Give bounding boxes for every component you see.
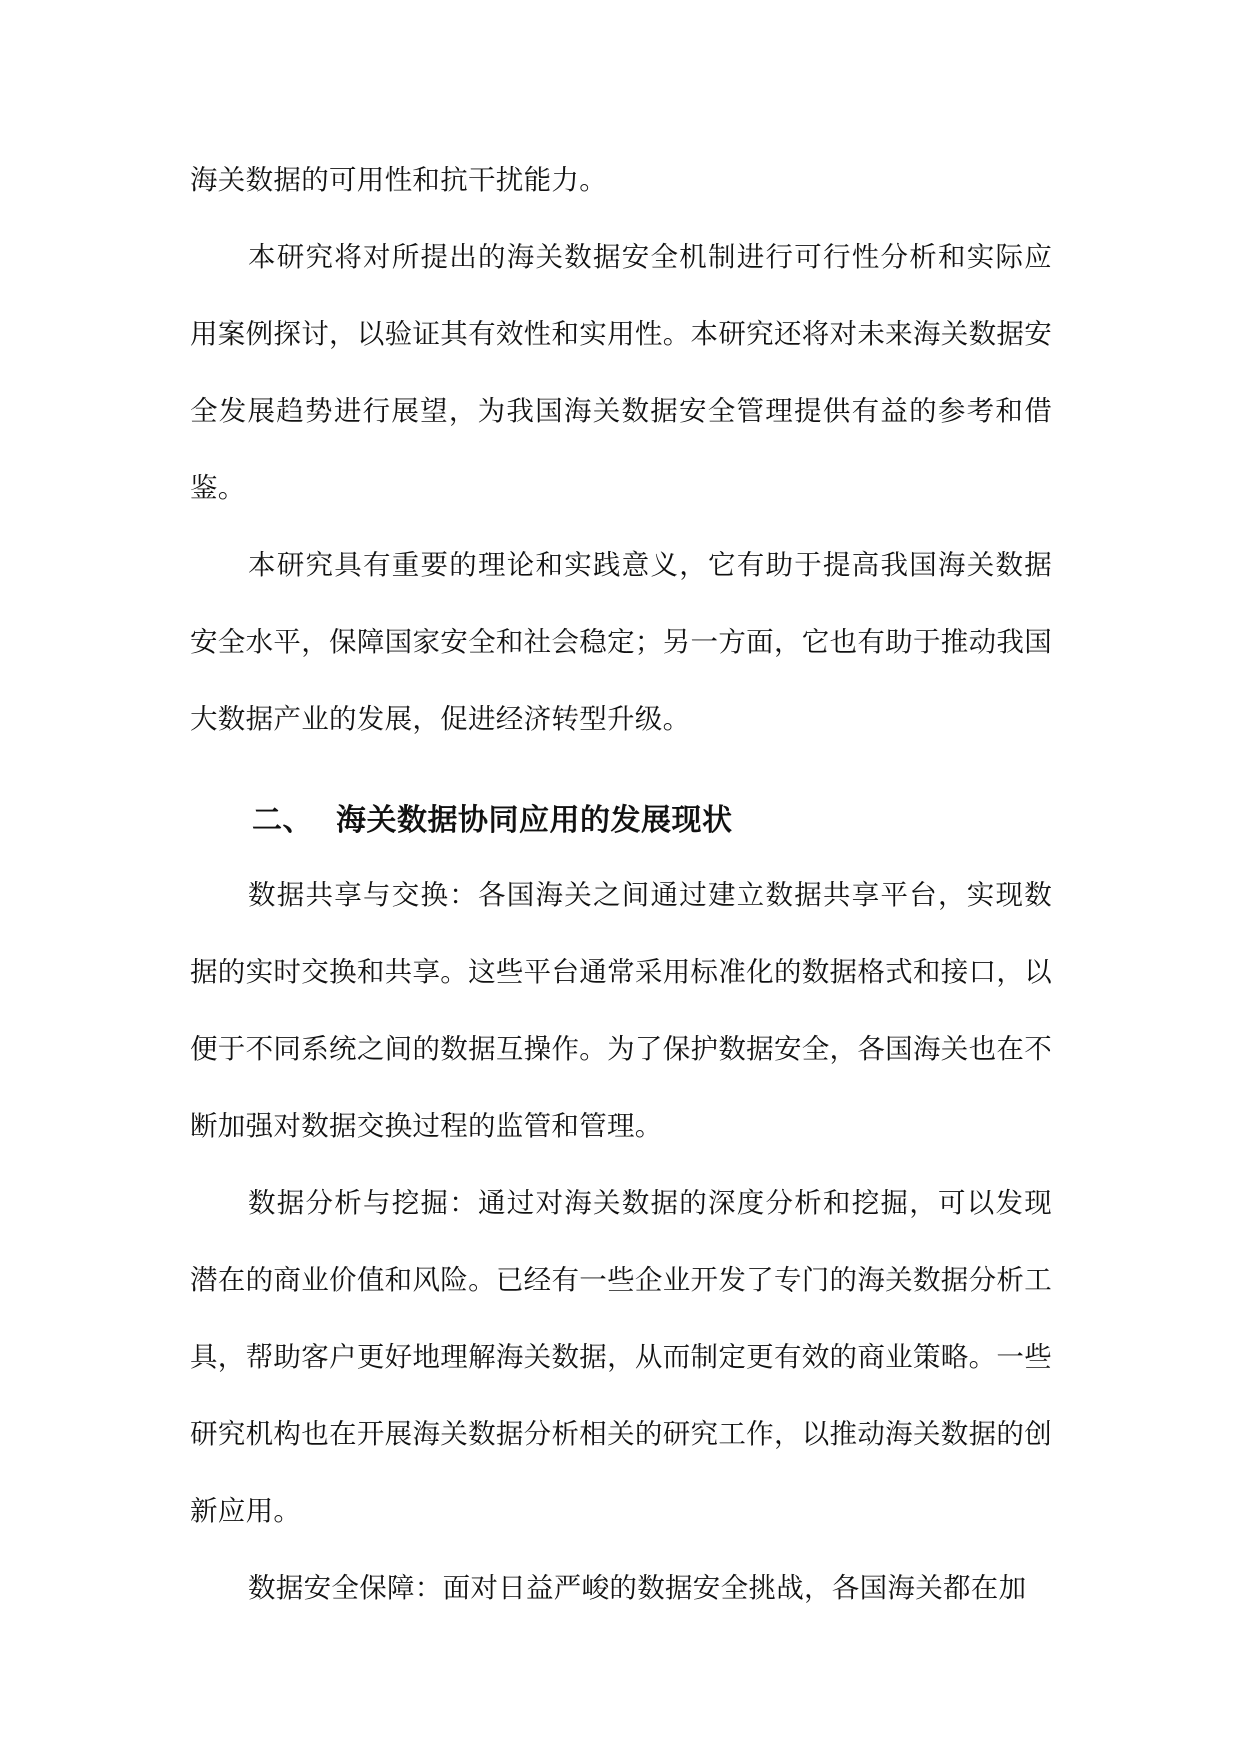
document-body	[190, 142, 1052, 1627]
section-title: 海关数据协同应用的发展现状	[336, 803, 733, 838]
paragraph-data-security: 数据安全保障：面对日益严峻的数据安全挑战，各国海关都在加	[248, 1572, 1027, 1604]
section-number: 二、	[252, 803, 313, 838]
paragraph-data-analysis: 数据分析与挖掘：通过对海关数据的深度分析和挖掘，可以发现潜在的商业价值和风险。已经有一些企业开发了专门的海关数据分析工具，帮助客户更好地理解海关数据，从而制定更有效的商业策略。一些研究机构也在开展海关数据分析相关的研究工作，以推动海关数据的创新应用。	[190, 1187, 1052, 1527]
paragraph-continuation: 海关数据的可用性和抗干扰能力。	[190, 164, 607, 196]
paragraph-research-validation: 本研究将对所提出的海关数据安全机制进行可行性分析和实际应用案例探讨，以验证其有效性和实用性。本研究还将对未来海关数据安全发展趋势进行展望，为我国海关数据安全管理提供有益的参考和借鉴。	[190, 241, 1052, 504]
paragraph-research-significance: 本研究具有重要的理论和实践意义，它有助于提高我国海关数据安全水平，保障国家安全和社会稳定；另一方面，它也有助于推动我国大数据产业的发展，促进经济转型升级。	[190, 549, 1052, 735]
paragraph-data-sharing: 数据共享与交换：各国海关之间通过建立数据共享平台，实现数据的实时交换和共享。这些平台通常采用标准化的数据格式和接口，以便于不同系统之间的数据互操作。为了保护数据安全，各国海关也在不断加强对数据交换过程的监管和管理。	[190, 879, 1052, 1142]
section-heading	[190, 790, 1052, 852]
